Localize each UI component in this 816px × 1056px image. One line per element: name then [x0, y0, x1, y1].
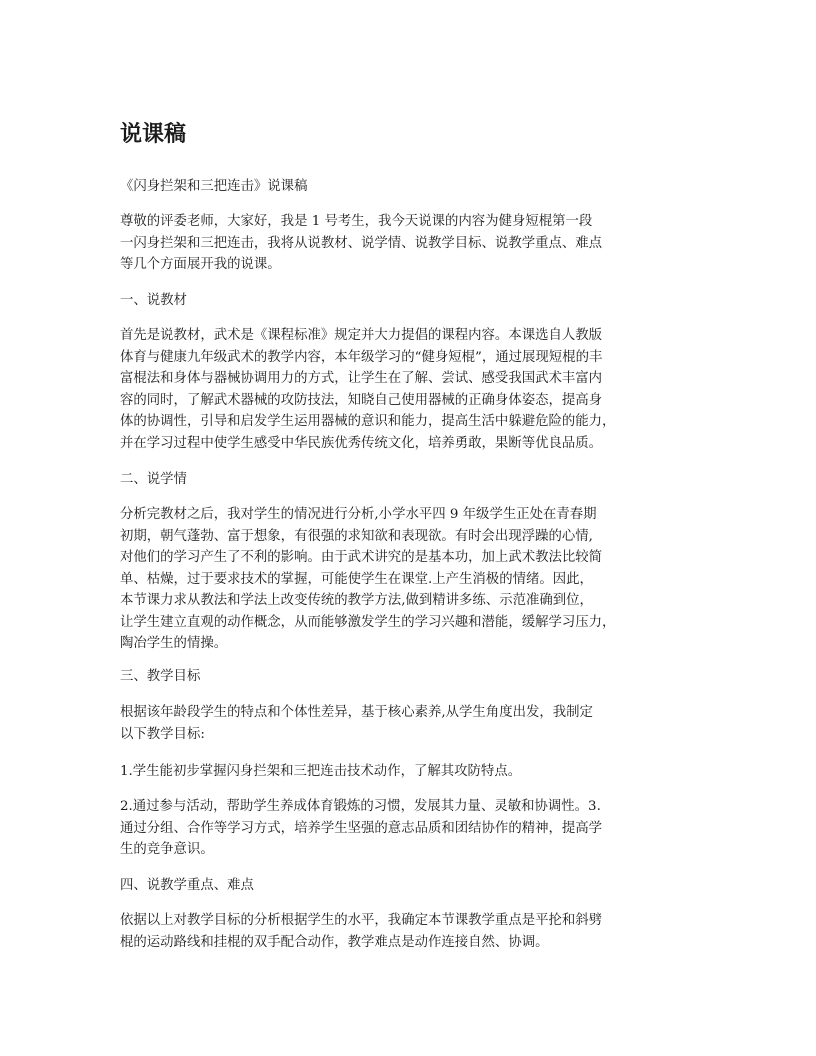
body-line: 对他们的学习产生了不利的影响。由于武术讲究的是基本功，加上武术教法比较简 [120, 550, 603, 565]
subtitle-line: 《闪身拦架和三把连击》说课稿 [120, 179, 308, 194]
body-line: 以下教学目标: [120, 726, 205, 742]
section-heading-student-analysis [120, 469, 705, 491]
section-heading-teaching-goals [120, 666, 705, 688]
body-line: 棍的运动路线和挂棍的双手配合动作，教学难点是动作连接自然、协调。 [120, 934, 549, 950]
body-line: 首先是说教材，武术是《课程标准》规定并大力提倡的课程内容。本课选自人教版 [120, 328, 603, 343]
body-line: 单、枯燥，过于要求技术的掌握，可能使学生在课堂.上产生消极的情绪。因此， [120, 571, 593, 587]
heading-line: 一、说教材 [120, 293, 187, 308]
body-line: 依据以上对教学目标的分析根据学生的水平，我确定本节课教学重点是平抡和斜劈 [120, 913, 603, 928]
body-line: 体的协调性，引导和启发学生运用器械的意识和能力，提高生活中躲避危险的能力， [120, 414, 616, 429]
goal-item-1 [120, 761, 705, 783]
body-line: 并在学习过程中使学生感受中华民族优秀传统文化，培养勇敢，果断等优良品质。 [120, 435, 603, 451]
intro-paragraph [120, 211, 705, 276]
heading-line: 三、教学目标 [120, 669, 201, 684]
body-line: 初期，朝气蓬勃、富于想象，有很强的求知欲和表现欲。有时会出现浮躁的心情, [120, 528, 593, 544]
body-line: 生的竞争意识。 [120, 842, 214, 857]
body-line: 陶冶学生的情操。 [120, 636, 228, 651]
intro-line: 一闪身拦架和三把连击，我将从说教材、说学情、说教学目标、说教学重点、难点 [120, 235, 603, 251]
heading-line: 二、说学情 [120, 472, 187, 487]
body-line: 根据该年龄段学生的特点和个体性差异，基于核心素养,从学生角度出发，我制定 [120, 705, 593, 720]
intro-line: 尊敬的评委老师，大家好，我是 1 号考生，我今天说课的内容为健身短棍第一段 [120, 214, 593, 229]
body-line: 1.学生能初步掌握闪身拦架和三把连击技术动作，了解其攻防特点。 [120, 764, 522, 779]
body-line: 分析完教材之后，我对学生的情况进行分析,小学水平四 9 年级学生正处在青春期 [120, 507, 597, 522]
document-subtitle [120, 176, 705, 198]
section-intro-teaching-goals [120, 702, 705, 745]
section-heading-key-points [120, 875, 705, 897]
body-line: 通过分组、合作等学习方式，培养学生坚强的意志品质和团结协作的精神，提高学 [120, 820, 603, 836]
heading-line: 四、说教学重点、难点 [120, 878, 254, 893]
body-line: 让学生建立直观的动作概念，从而能够激发学生的学习兴趣和潜能，缓解学习压力， [120, 614, 616, 630]
document-title: 说课稿 [120, 122, 187, 147]
section-body-key-points [120, 910, 705, 953]
body-line: 容的同时，了解武术器械的攻防技法，知晓自己使用器械的正确身体姿态，提高身 [120, 392, 603, 408]
section-heading-teaching-material [120, 290, 705, 312]
intro-line: 等几个方面展开我的说课。 [120, 257, 281, 272]
body-line: 2.通过参与活动，帮助学生养成体育锻炼的习惯，发展其力量、灵敏和协调性。3. [120, 799, 601, 814]
body-line: 本节课力求从教法和学法上改变传统的教学方法,做到精讲多练、示范准确到位， [120, 593, 593, 608]
section-body-teaching-material [120, 325, 705, 454]
body-line: 体育与健康九年级武术的教学内容，本年级学习的“健身短棍”，通过展现短棍的丰 [120, 349, 603, 365]
goal-item-2 [120, 796, 705, 861]
body-line: 富棍法和身体与器械协调用力的方式，让学生在了解、尝试、感受我国武术丰富内 [120, 371, 603, 386]
section-body-student-analysis [120, 504, 705, 655]
